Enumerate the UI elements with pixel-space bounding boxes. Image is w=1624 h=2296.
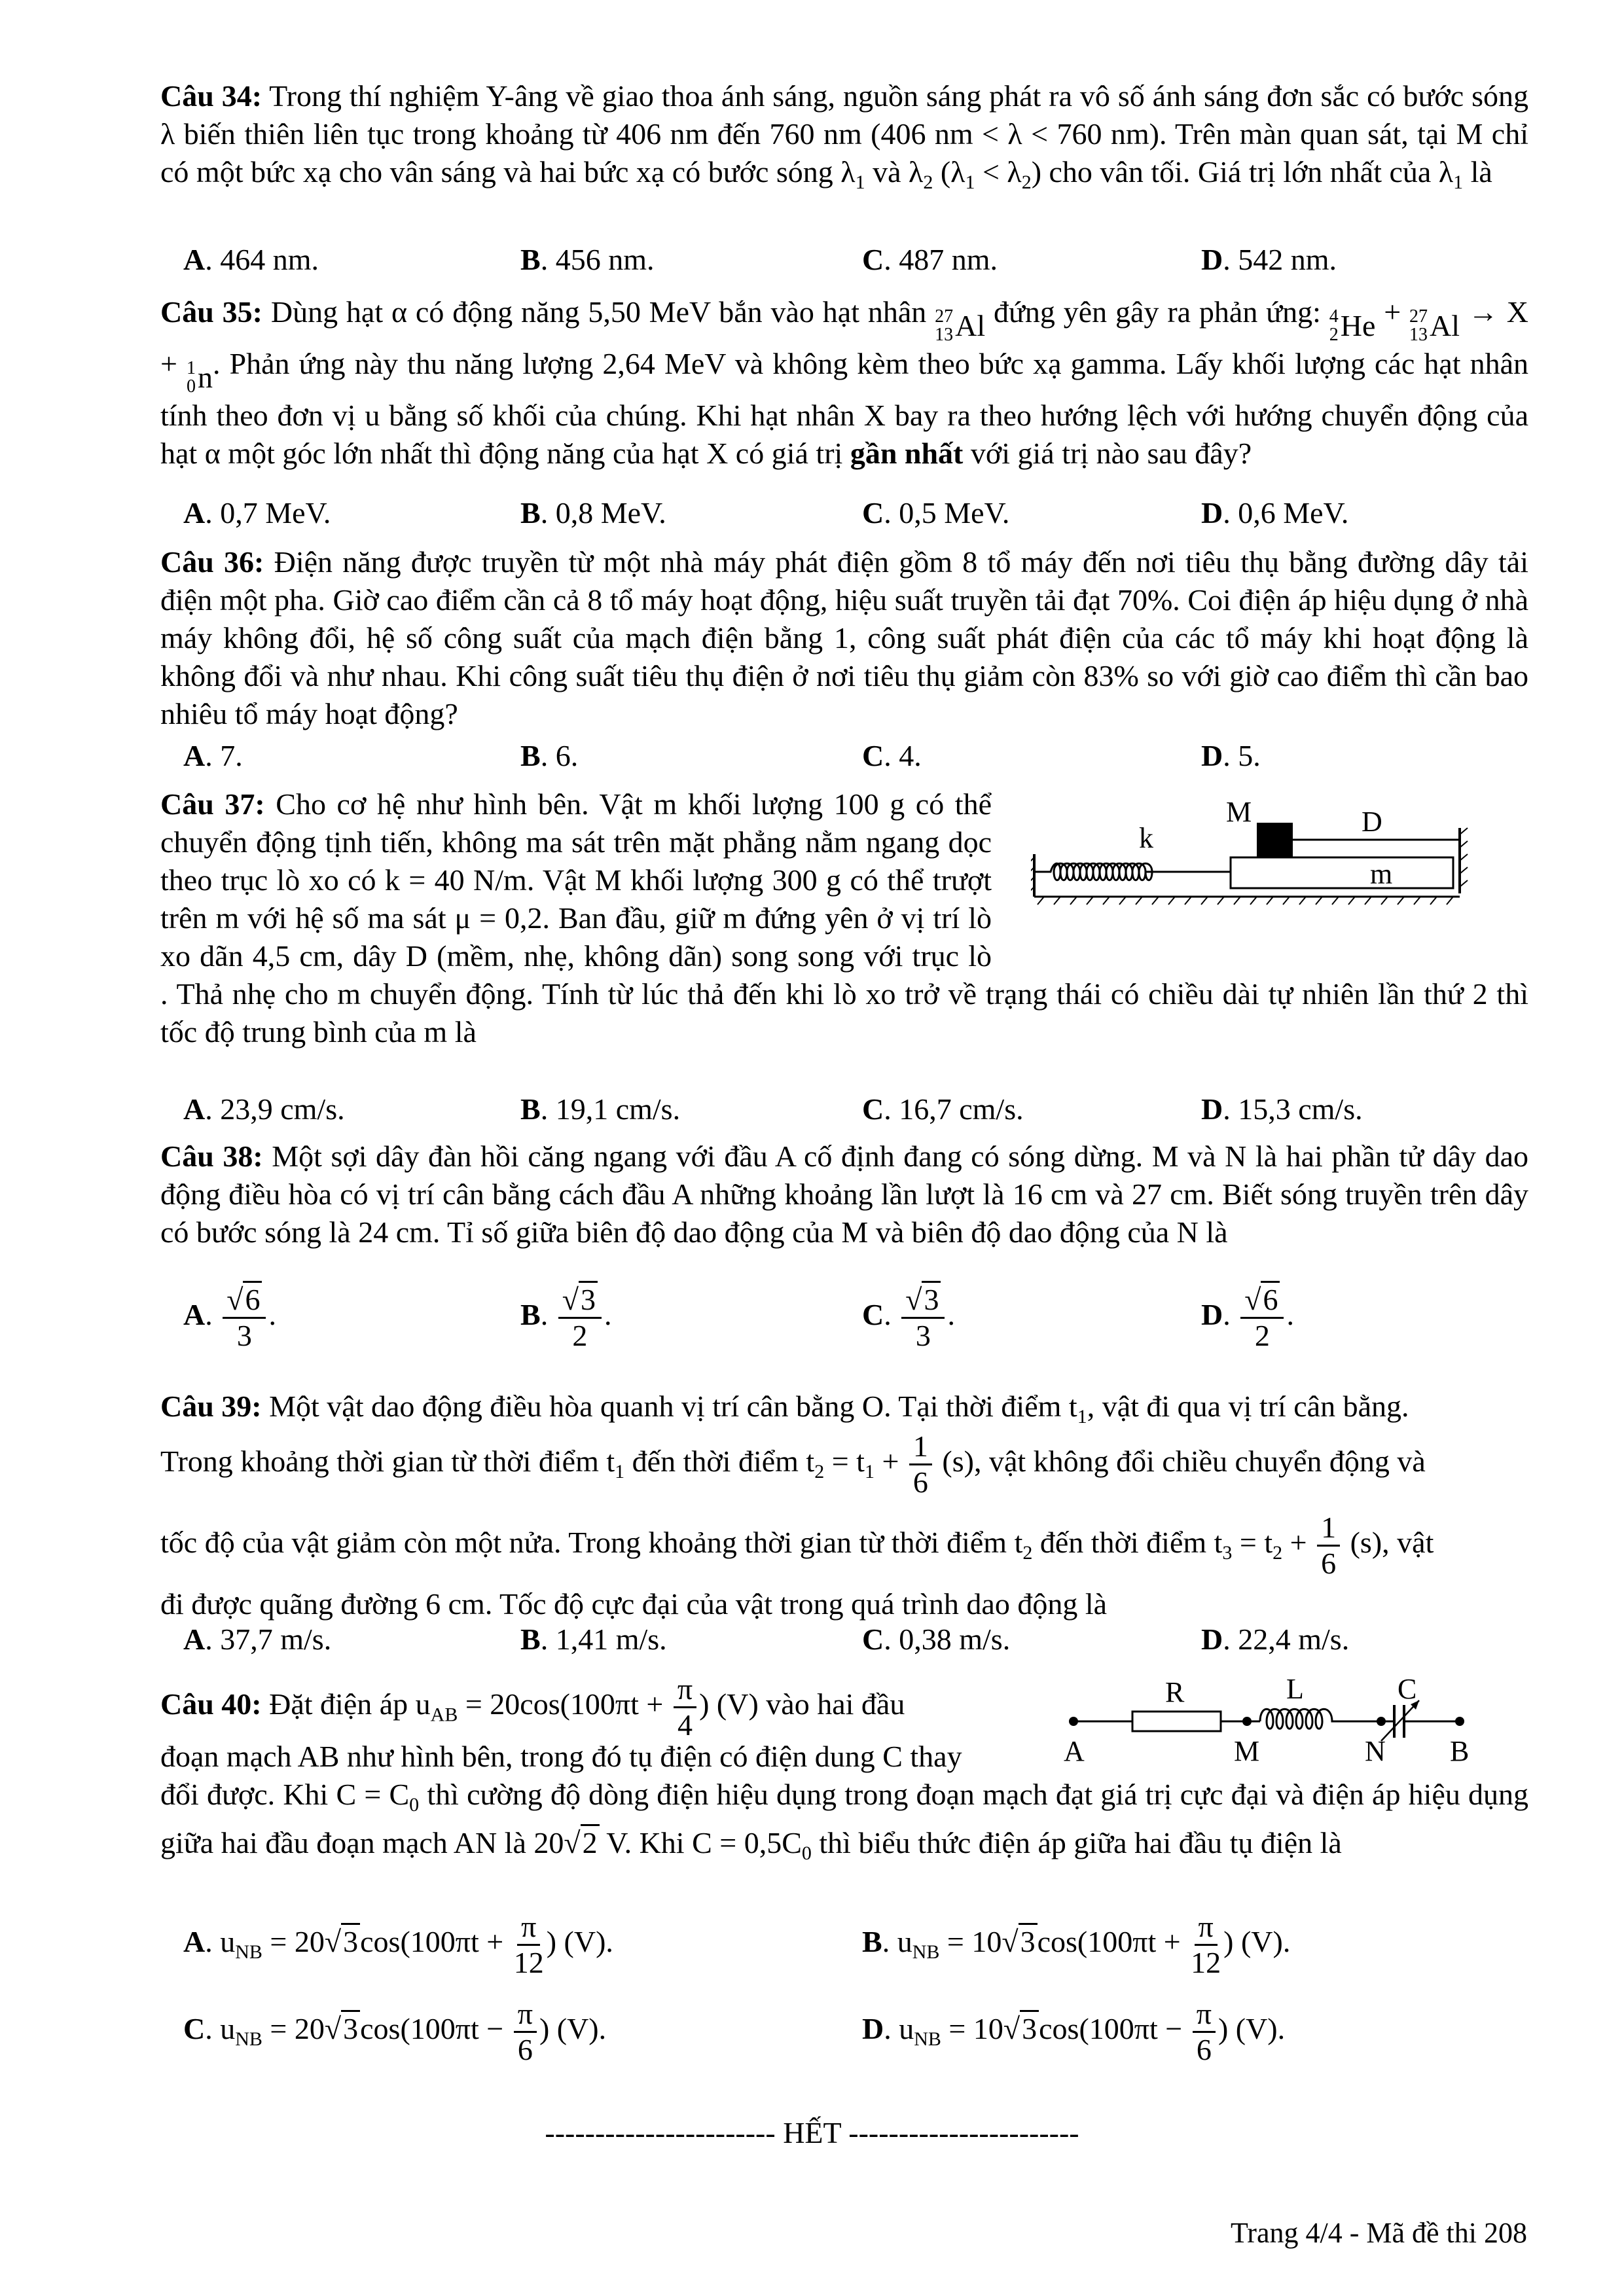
radicand: 3 (341, 2010, 360, 2045)
u: u (897, 1925, 912, 1958)
fraction (514, 1997, 537, 2067)
option-letter: D (1201, 243, 1223, 276)
denominator: 12 (1191, 1945, 1221, 1979)
q39-text: + (1282, 1526, 1315, 1559)
radicand: 6 (1261, 1281, 1280, 1316)
cos: cos(100πt + (1037, 1925, 1189, 1958)
fraction (1191, 1910, 1221, 1980)
q39-text: (s), vật (1343, 1526, 1434, 1559)
option-letter: A (183, 1623, 206, 1656)
fraction-pi-4 (674, 1672, 696, 1742)
question-36-head: Câu 36: (160, 545, 264, 579)
resistor-R (1132, 1712, 1221, 1731)
q40-options-row1 (183, 1906, 1492, 1978)
sub: 2 (814, 1461, 825, 1483)
label-L: L (1286, 1676, 1304, 1705)
question-40-line2 (160, 1738, 1090, 1776)
option-letter: B (520, 1092, 541, 1126)
q40-text: đổi được. Khi C = C (160, 1778, 410, 1811)
sqrt-3: √3 (1001, 1906, 1037, 1978)
label-A: A (1064, 1735, 1085, 1767)
option-text: . 0,38 m/s. (884, 1623, 1011, 1656)
element: He (1340, 309, 1376, 342)
q37-option-d[interactable] (1201, 1092, 1363, 1126)
sub: NB (912, 1941, 940, 1964)
q37-options (183, 1092, 1492, 1130)
option-letter: C (862, 496, 884, 529)
q35-bold: gần nhất (850, 437, 964, 470)
sqrt-sign: √ (1244, 1283, 1261, 1316)
element: Al (955, 309, 986, 342)
q40-option-a[interactable]: A. $u_{NB} = 20√3\cos(100\pi t$ + $\frac{\pi}{12}$ ) (V). (183, 1906, 613, 1988)
rlc-circuit-figure (1060, 1676, 1506, 1774)
radicand: 3 (341, 1923, 360, 1958)
numerator: 1 (909, 1429, 932, 1465)
option-text: . 464 nm. (205, 243, 319, 276)
label-m: m (1370, 858, 1393, 890)
coef: = 20 (262, 1925, 325, 1958)
option-text: . 23,9 cm/s. (205, 1092, 345, 1126)
end: ) (V). (1223, 1925, 1291, 1958)
atomic-number: 13 (1409, 325, 1428, 345)
label-C: C (1398, 1676, 1417, 1705)
sub: 1 (864, 1461, 875, 1483)
sqrt-sign: √ (226, 1283, 244, 1316)
q39-text: Một vật dao động điều hòa quanh vị trí cân bằng O. Tại thời điểm t (269, 1390, 1077, 1423)
q34-sub: 2 (1021, 171, 1032, 194)
radicand: 3 (579, 1281, 598, 1316)
spring (1034, 863, 1165, 880)
mass-number: 1 (187, 358, 196, 378)
fraction (514, 1910, 544, 1980)
sub: 3 (1222, 1542, 1233, 1564)
q34-text: ) cho vân tối. Giá trị lớn nhất của λ (1031, 155, 1454, 188)
q39-option-d[interactable] (1201, 1622, 1349, 1657)
radicand: 2 (581, 1824, 600, 1859)
q34-text: và λ (865, 155, 924, 188)
q34-text: (λ (933, 155, 965, 188)
option-text: . 0,8 MeV. (540, 496, 666, 529)
nuclide-he (1329, 307, 1376, 345)
u: u (220, 1925, 236, 1958)
label-N: N (1365, 1735, 1386, 1767)
option-letter: D (1201, 1298, 1223, 1332)
fraction-1-6 (1317, 1511, 1340, 1581)
question-39-line3 (160, 1507, 1528, 1589)
question-40-line1 (160, 1672, 1090, 1746)
q35-option-d[interactable] (1201, 495, 1348, 530)
option-text: . 19,1 cm/s. (540, 1092, 681, 1126)
denominator: 6 (1196, 2032, 1212, 2066)
option-letter: D (862, 2012, 884, 2045)
sub: 2 (1272, 1542, 1283, 1564)
nuclide-al-2 (1409, 307, 1460, 345)
atomic-number: 0 (187, 376, 196, 397)
atomic-number: 2 (1329, 325, 1339, 345)
numerator: π (517, 1910, 540, 1946)
q39-text: = t (824, 1444, 865, 1478)
q39-text: đến thời điểm t (1032, 1526, 1223, 1559)
option-text: . 37,7 m/s. (205, 1623, 332, 1656)
fraction-1-6 (909, 1429, 932, 1499)
q35-text: . Phản ứng này thu năng lượng 2,64 MeV và không kèm theo bức xạ gamma. Lấy khối lượng các hạt nhân tính theo đơn vị u bằng số khối của chúng. Khi hạt nhân X bay ra theo hướng lệch với hướng chuyển động của hạt α một góc lớn nhất thì động năng của hạt X có giá trị (160, 347, 1528, 470)
end: ) (V). (1218, 2012, 1286, 2045)
q34-text: Trong thí nghiệm Y-âng về giao thoa ánh sáng, nguồn sáng phát ra vô số ánh sáng đơn sắc có bước sóng λ biến thiên liên tục trong khoảng từ 406 nm đến 760 nm (406 nm < λ < 760 nm). Trên màn quan sát, tại M chỉ có một bức xạ cho vân sáng và hai bức xạ có bước sóng λ (160, 79, 1528, 188)
q34-option-b[interactable] (520, 242, 654, 277)
mass-number: 4 (1329, 306, 1339, 327)
option-letter: B (520, 1623, 541, 1656)
q40-text: = 20cos(100πt + (458, 1687, 671, 1721)
option-letter: B (520, 496, 541, 529)
cos: cos(100πt − (1039, 2012, 1190, 2045)
sqrt-3: √3 (1003, 1993, 1039, 2065)
q36-option-b[interactable] (520, 738, 578, 773)
q39-text: đi được quãng đường 6 cm. Tốc độ cực đại của vật trong quá trình dao động là (160, 1587, 1108, 1621)
q39-options (183, 1622, 1492, 1660)
question-39-line2 (160, 1426, 1528, 1508)
q34-options (183, 242, 1492, 280)
atomic-number: 13 (935, 325, 954, 345)
sub: NB (235, 1941, 262, 1964)
option-letter: D (1201, 1092, 1223, 1126)
option-letter: D (1201, 496, 1223, 529)
denominator: 3 (236, 1319, 252, 1352)
q40-option-c[interactable]: C. $u_{NB} = 20√3\cos(100\pi t$ − $\frac{\pi}{6}$ ) (V). (183, 1993, 606, 2075)
sqrt-3: √3 (325, 1993, 360, 2065)
fraction (1240, 1283, 1284, 1353)
dot: . (1286, 1298, 1294, 1332)
coef: = 20 (262, 2012, 325, 2045)
option-text: . 1,41 m/s. (540, 1623, 667, 1656)
coef: = 10 (939, 1925, 1002, 1958)
fraction (901, 1283, 945, 1353)
node-B (1455, 1717, 1464, 1726)
q35-option-a[interactable] (183, 495, 331, 530)
q37-option-c[interactable] (862, 1092, 1024, 1126)
q39-text: (s), vật không đổi chiều chuyển động và (934, 1444, 1426, 1478)
q34-sub: 1 (1453, 171, 1464, 194)
q36-option-d[interactable] (1201, 738, 1261, 773)
radicand: 6 (243, 1281, 262, 1316)
question-35-head: Câu 35: (160, 295, 262, 329)
denominator: 2 (1254, 1319, 1270, 1352)
question-39-head: Câu 39: (160, 1390, 262, 1423)
numerator: π (1195, 1910, 1218, 1946)
q40-option-d[interactable]: D. $u_{NB} = 10√3\cos(100\pi t$ − $\frac{\pi}{6}$ ) (V). (862, 1993, 1285, 2075)
q36-option-a[interactable] (183, 738, 243, 773)
option-letter: C (862, 739, 884, 772)
option-letter: B (520, 739, 541, 772)
block-m (1231, 857, 1453, 888)
q35-text: đứng yên gây ra phản ứng: (985, 295, 1329, 329)
arrow: → X + (160, 295, 1528, 380)
cos: cos(100πt + (360, 1925, 511, 1958)
option-letter: C (862, 1623, 884, 1656)
denominator: 4 (677, 1708, 693, 1742)
q38-option-d[interactable]: D. $\frac{√6}{2}$ . (1201, 1283, 1294, 1353)
q39-text: , vật đi qua vị trí cân bằng. (1087, 1390, 1409, 1423)
nuclide-al (935, 307, 985, 345)
label-D: D (1362, 806, 1382, 838)
q40-text: đoạn mạch AB như hình bên, trong đó tụ điện có điện dung C thay (160, 1740, 962, 1773)
cos: cos(100πt − (360, 2012, 511, 2045)
option-letter: B (520, 243, 541, 276)
sub: 0 (801, 1842, 812, 1865)
q34-option-d[interactable] (1201, 242, 1337, 277)
q35-option-c[interactable] (862, 495, 1009, 530)
dot: . (947, 1298, 955, 1332)
denominator: 6 (912, 1465, 928, 1499)
denominator: 12 (513, 1945, 544, 1979)
q34-sub: 1 (855, 171, 865, 194)
dot: . (604, 1298, 612, 1332)
option-text: . 0,7 MeV. (205, 496, 331, 529)
option-letter: A (183, 739, 206, 772)
option-letter: C (862, 1298, 884, 1332)
option-letter: A (183, 1925, 206, 1958)
sqrt-2: √2 (564, 1824, 599, 1862)
q37-text: Cho cơ hệ như hình bên. Vật m khối lượng 100 g có thể chuyển động tịnh tiến, không ma sát trên mặt phẳng nằm ngang dọc theo trục lò xo có k = 40 N/m. Vật M khối lượng 300 g có thể trượt trên m với hệ số ma sát μ = 0,2. Ban đầu, giữ m đứng yên ở vị trí lò xo dãn 4,5 cm, dây D (mềm, nhẹ, không dãn) song song với trục lò (160, 787, 992, 973)
plus: + (1375, 295, 1410, 329)
q38-option-a[interactable]: A. $\frac{√6}{3}$ . (183, 1283, 276, 1353)
sub: 1 (615, 1461, 625, 1483)
sqrt-sign: √ (562, 1283, 579, 1316)
mass-number: 27 (935, 306, 954, 327)
q36-text: Điện năng được truyền từ một nhà máy phát điện gồm 8 tổ máy đến nơi tiêu thụ bằng đường dây tải điện một pha. Giờ cao điểm cần cả 8 tổ máy hoạt động, hiệu suất truyền tải đạt 70%. Coi điện áp hiệu dụng ở nhà máy không đổi, hệ số công suất của mạch điện bằng 1, công suất phát điện của các tổ máy khi hoạt động là không đổi và như nhau. Khi công suất tiêu thụ điện ở nơi tiêu thụ giảm còn 83% so với giờ cao điểm thì cần bao nhiêu tổ máy hoạt động? (160, 545, 1528, 730)
sub: 0 (409, 1794, 420, 1816)
q39-text: = t (1232, 1526, 1273, 1559)
q38-text: Một sợi dây đàn hồi căng ngang với đầu A cố định đang có sóng dừng. M và N là hai phần tử dây dao động điều hòa có vị trí cân bằng cách đầu A những khoảng lần lượt là 16 cm và 27 cm. Biết sóng truyền trên dây có bước sóng là 24 cm. Tỉ số giữa biên độ dao động của M và biên độ dao động của N là (160, 1139, 1529, 1249)
q39-option-a[interactable] (183, 1622, 331, 1657)
label-M: M (1234, 1735, 1260, 1767)
fraction (223, 1283, 266, 1353)
q35-options (183, 495, 1492, 533)
question-40-head: Câu 40: (160, 1687, 262, 1721)
question-38-head: Câu 38: (160, 1139, 263, 1173)
question-38 (160, 1138, 1528, 1251)
sub: NB (914, 2028, 941, 2051)
label-R: R (1165, 1676, 1185, 1708)
q40-options-row2 (183, 1993, 1492, 2065)
sub: NB (235, 2028, 262, 2051)
end: ) (V). (546, 1925, 613, 1958)
q35-text: với giá trị nào sau đây? (963, 437, 1252, 470)
option-letter: B (520, 1298, 541, 1332)
q35-text: Dùng hạt α có động năng 5,50 MeV bắn vào hạt nhân (270, 295, 935, 329)
dot: . (268, 1298, 276, 1332)
coef: = 10 (941, 2012, 1003, 2045)
element: Al (1430, 309, 1460, 342)
question-40-body (160, 1776, 1528, 1873)
question-39-line4 (160, 1585, 1528, 1623)
sqrt-3: √3 (325, 1906, 360, 1978)
q34-sub: 2 (923, 171, 933, 194)
q37-option-b[interactable] (520, 1092, 680, 1126)
option-text: . 0,5 MeV. (884, 496, 1010, 529)
q34-option-c[interactable] (862, 242, 998, 277)
q39-text: + (874, 1444, 907, 1478)
option-letter: A (183, 1298, 206, 1332)
option-text: . 16,7 cm/s. (884, 1092, 1024, 1126)
radicand: 3 (1019, 1923, 1038, 1958)
option-letter: C (183, 2012, 206, 2045)
spring-mass-figure (1031, 802, 1476, 913)
option-text: . 0,6 MeV. (1223, 496, 1349, 529)
q36-options (183, 738, 1492, 776)
fraction (1193, 1997, 1216, 2067)
radicand: 3 (1020, 2010, 1039, 2045)
option-text: . 7. (205, 739, 243, 772)
q39-option-b[interactable] (520, 1622, 667, 1657)
page-footer: Trang 4/4 - Mã đề thi 208 (1230, 2217, 1527, 2249)
numerator: π (1193, 1997, 1216, 2033)
q40-text: thì cường độ dòng điện hiệu dụng trong đoạn mạch đạt giá trị cực đại và điện áp hiệu dụng giữa hai đầu đoạn mạch AN là 20 (160, 1778, 1528, 1860)
question-37-bottom (160, 975, 1528, 1051)
option-text: . 6. (540, 739, 579, 772)
end: ) (V). (539, 2012, 607, 2045)
q34-option-a[interactable] (183, 242, 319, 277)
denominator: 3 (915, 1319, 931, 1352)
q37-text-cont: . Thả nhẹ cho m chuyển động. Tính từ lúc thả đến khi lò xo trở về trạng thái có chiều dài tự nhiên lần thứ 2 thì tốc độ trung bình của m là (160, 977, 1528, 1049)
option-letter: A (183, 496, 206, 529)
option-letter: C (862, 243, 884, 276)
radicand: 3 (922, 1281, 941, 1316)
sub: 2 (1022, 1542, 1033, 1564)
denominator: 6 (1321, 1546, 1337, 1580)
q40-text: V. Khi C = 0,5C (599, 1826, 802, 1860)
q39-text: tốc độ của vật giảm còn một nửa. Trong khoảng thời gian từ thời điểm t (160, 1526, 1023, 1559)
q39-text: Trong khoảng thời gian từ thời điểm t (160, 1444, 615, 1478)
question-36 (160, 543, 1528, 733)
question-34-head: Câu 34: (160, 79, 262, 113)
fraction (558, 1283, 602, 1353)
question-34 (160, 77, 1528, 202)
end-marker: ----------------------- HẾT ----------------------- (545, 2116, 1079, 2149)
numerator: π (514, 1997, 537, 2033)
q37-option-a[interactable] (183, 1092, 345, 1126)
q34-text: là (1463, 155, 1492, 188)
q40-text: thì biểu thức điện áp giữa hai đầu tụ điện là (811, 1826, 1342, 1860)
label-k: k (1139, 822, 1153, 854)
option-letter: D (1201, 739, 1223, 772)
u: u (220, 2012, 236, 2045)
option-letter: A (183, 1092, 206, 1126)
option-text: . 542 nm. (1223, 243, 1337, 276)
option-letter: B (862, 1925, 882, 1958)
question-35 (160, 293, 1528, 473)
q34-sub: 1 (965, 171, 975, 194)
u: u (899, 2012, 914, 2045)
option-text: . 5. (1223, 739, 1261, 772)
q34-text: < λ (975, 155, 1022, 188)
q40-text: Đặt điện áp u (269, 1687, 431, 1721)
q38-option-c[interactable]: C. $\frac{√3}{3}$ . (862, 1283, 955, 1353)
q36-option-c[interactable] (862, 738, 922, 773)
q39-option-c[interactable] (862, 1622, 1010, 1657)
numerator: π (674, 1672, 696, 1708)
q40-text: ) (V) vào hai đầu (699, 1687, 905, 1721)
nuclide-n (187, 359, 213, 397)
option-letter: C (862, 1092, 884, 1126)
option-letter: D (1201, 1623, 1223, 1656)
q38-option-b[interactable]: B. $\frac{√3}{2}$ . (520, 1283, 611, 1353)
q38-options (183, 1283, 1492, 1355)
option-text: . 4. (884, 739, 922, 772)
option-letter: A (183, 243, 206, 276)
q35-option-b[interactable] (520, 495, 666, 530)
element: n (198, 361, 213, 394)
q39-text: đến thời điểm t (624, 1444, 815, 1478)
mass-number: 27 (1409, 306, 1428, 327)
option-text: . 15,3 cm/s. (1223, 1092, 1363, 1126)
denominator: 2 (572, 1319, 588, 1352)
sqrt-sign: √ (905, 1283, 922, 1316)
numerator: 1 (1317, 1511, 1340, 1547)
q40-option-b[interactable]: B. $u_{NB} = 10√3\cos(100\pi t$ + $\frac{\pi}{12}$ ) (V). (862, 1906, 1290, 1988)
option-text: . 456 nm. (540, 243, 655, 276)
option-text: . 487 nm. (884, 243, 998, 276)
denominator: 6 (517, 2032, 533, 2066)
option-text: . 22,4 m/s. (1223, 1623, 1350, 1656)
question-37-top (160, 785, 992, 975)
inductor-L (1260, 1709, 1348, 1729)
sub: AB (430, 1704, 458, 1726)
block-M (1257, 823, 1293, 857)
sub: 1 (1077, 1406, 1087, 1428)
label-M: M (1226, 802, 1252, 828)
question-37-head: Câu 37: (160, 787, 265, 821)
label-B: B (1450, 1735, 1470, 1767)
